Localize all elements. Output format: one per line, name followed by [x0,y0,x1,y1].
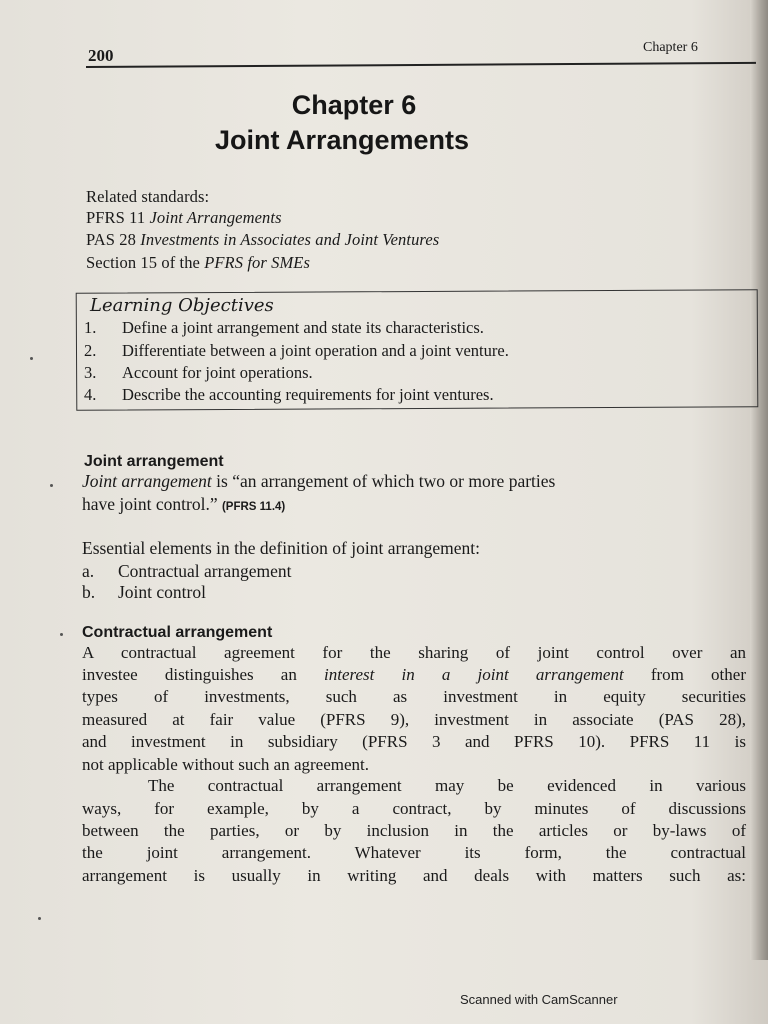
standard-item: PFRS 11 Joint Arrangements [86,208,282,227]
paragraph-line: not applicable without such an agreement. [82,755,370,774]
page-edge-shadow [750,0,768,960]
standard-item: PAS 28 Investments in Associates and Joint Ventures [86,230,440,249]
objective-item: 1. Define a joint arrangement and state its characteristics. [84,318,484,337]
essential-elements-intro: Essential elements in the definition of joint arrangement: [82,538,481,558]
essential-element-item: a. Contractual arrangement [82,561,292,581]
scan-speck [30,357,33,360]
paragraph-line: investee distinguishes an interest in a joint arrangement from other [82,665,746,684]
objective-item: 4. Describe the accounting requirements for joint ventures. [84,385,494,404]
definition-line: have joint control.” (PFRS 11.4) [82,494,286,514]
paragraph-line: A contractual agreement for the sharing of joint control over an [82,643,746,662]
paragraph-line: measured at fair value (PFRS 9), investment in associate (PAS 28), [82,710,746,729]
page-number: 200 [88,46,114,65]
chapter-title: Joint Arrangements [214,125,470,155]
paragraph-line: types of investments, such as investment in equity securities [82,687,746,706]
objective-item: 3. Account for joint operations. [84,363,313,382]
standard-item: Section 15 of the PFRS for SMEs [86,253,310,272]
scan-speck [60,633,63,636]
paragraph-line: arrangement is usually in writing and deals with matters such as: [82,866,746,885]
section-heading-joint-arrangement: Joint arrangement [84,453,224,470]
chapter-number-title: Chapter 6 [291,90,417,120]
paragraph-line: and investment in subsidiary (PFRS 3 and PFRS 10). PFRS 11 is [82,732,746,751]
scan-speck [50,484,53,487]
paragraph-line: the joint arrangement. Whatever its form, the contractual [82,843,746,862]
definition-line: Joint arrangement is “an arrangement of which two or more parties [82,471,556,491]
essential-element-item: b. Joint control [82,582,206,602]
learning-objectives-heading: Learning Objectives [90,295,274,316]
scanner-watermark: Scanned with CamScanner [460,992,618,1007]
header-rule [86,62,756,68]
section-heading-contractual-arrangement: Contractual arrangement [82,624,273,641]
paragraph-line: The contractual arrangement may be evidenced in various [148,776,746,795]
objective-item: 2. Differentiate between a joint operation and a joint venture. [84,341,509,360]
paragraph-line: ways, for example, by a contract, by minutes of discussions [82,799,746,818]
paragraph-line: between the parties, or by inclusion in the articles or by-laws of [82,821,746,840]
running-header-chapter: Chapter 6 [643,40,698,55]
related-standards-heading: Related standards: [86,187,210,206]
scan-speck [38,917,41,920]
